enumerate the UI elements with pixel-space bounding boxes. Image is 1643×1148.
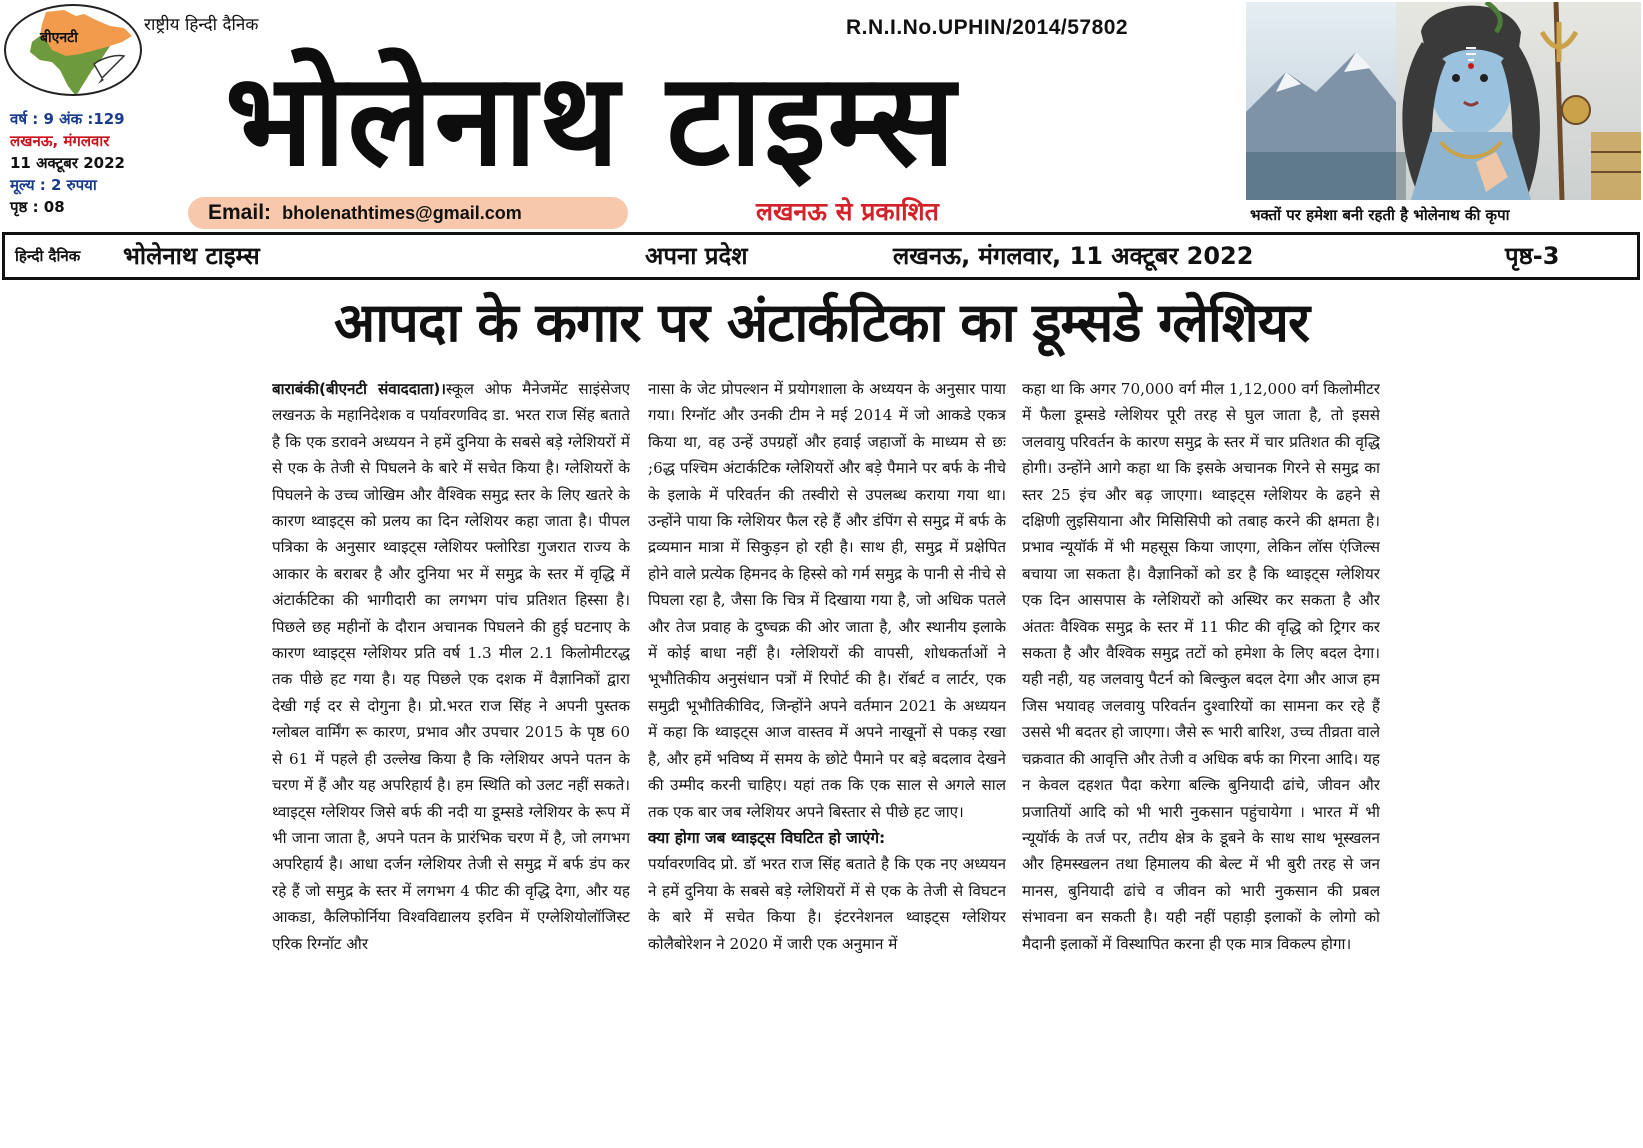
- email-label: Email:: [208, 201, 272, 224]
- deity-image: [1246, 2, 1641, 200]
- price: मूल्य : 2 रुपया: [10, 176, 97, 194]
- article-text-col2b: पर्यावरणविद प्रो. डॉ भरत राज सिंह बताते है कि एक नए अध्ययन ने हमें दुनिया के सबसे बड़े ग्लेशियरों में से एक के तेजी से विघटन के बारे में सचेत किया है। इंटरनेशनल थ्वाइट्स ग्लेशियर कोलैबोरेशन ने 2020 में जारी एक अनुमान में: [648, 855, 1006, 953]
- folio-page-number: पृष्ठ-3: [1505, 242, 1560, 270]
- image-caption: भक्तों पर हमेशा बनी रहती है भोलेनाथ की कृपा: [1250, 206, 1510, 224]
- folio-section: अपना प्रदेश: [645, 242, 748, 270]
- published-from: लखनऊ से प्रकाशित: [756, 197, 939, 226]
- newspaper-logo: [4, 4, 142, 96]
- national-daily-tagline: राष्ट्रीय हिन्दी दैनिक: [144, 15, 259, 35]
- newspaper-title: भोलेनाथ टाइम्स: [225, 46, 958, 195]
- article-column-3: [1022, 376, 1380, 1146]
- email-address[interactable]: bholenathtimes@gmail.com: [282, 203, 522, 223]
- folio-daily-label: हिन्दी दैनिक: [15, 247, 81, 265]
- folio-bar: [2, 232, 1640, 280]
- article-dateline: बाराबंकी(बीएनटी संवाददाता)।: [272, 380, 447, 398]
- issue-meta: [10, 108, 125, 218]
- city-day: लखनऊ, मंगलवार: [10, 132, 110, 150]
- india-map-logo-icon: [6, 6, 142, 96]
- article-text-col2a: नासा के जेट प्रोपल्शन में प्रयोगशाला के अध्ययन के अनुसार पाया गया। रिग्नॉट और उनकी टीम ने मई 2014 में जो आकडे एकत्र किया था, वह उन्हें उपग्रहों और हवाई जहाजों के माध्यम से छः ;6द्ध पश्चिम अंटार्कटिक ग्लेशियरों और बड़े पैमाने पर बर्फ के नीचे के इलाके में परिवर्तन की तस्वीरो से उपलब्ध कराया गया था। उन्होंने पाया कि ग्लेशियर फैल रहे हैं और डंपिंग से समुद्र में बर्फ के द्रव्यमान मात्रा में सिकुड़न हो रही है। साथ ही, समुद्र में प्रक्षेपित होने वाले प्रत्येक हिमनद के हिस्से को गर्म समुद्र के पानी से नीचे से पिघला रहा है, जैसा कि चित्र में दिखाया गया है, जो अधिक पतले और तेज प्रवाह के दुष्चक्र की ओर जाता है, और स्थानीय इलाके में कोई बाधा नहीं है। ग्लेशियरों की वापसी, शोधकर्ताओं ने भूभौतिकीय अनुसंधान पत्रों में रिपोर्ट की है। रॉबर्ट व लार्टर, एक समुद्री भूभौतिकीविद, जिन्होंने अपने वर्तमान 2021 के अध्ययन में कहा कि थ्वाइट्स आज वास्तव में अपने नाखूनों से पकड़ रखा है, और हमें भविष्य में समय के छोटे पैमाने पर बड़े बदलाव देखने की उम्मीद करनी चाहिए। यहां तक कि एक साल से अगले साल तक एक बार जब ग्लेशियर अपने बिस्तार से पीछे हट जाए।: [648, 380, 1006, 821]
- email-banner: [188, 197, 628, 229]
- article-subhead: क्या होगा जब थ्वाइट्स विघटित हो जाएंगे:: [648, 828, 886, 847]
- folio-dateline: लखनऊ, मंगलवार, 11 अक्टूबर 2022: [893, 242, 1254, 270]
- article-text-col3: कहा था कि अगर 70,000 वर्ग मील 1,12,000 वर्ग किलोमीटर में फैला डूम्सडे ग्लेशियर पूरी तरह से घुल जाता है, तो इससे जलवायु परिवर्तन के कारण समुद्र के स्तर में चार प्रतिशत की वृद्धि होगी। उन्होंने आगे कहा था कि इसके अचानक गिरने से समुद्र का स्तर 25 इंच और बढ़ जाएगा। थ्वाइट्स ग्लेशियर के ढहने से दक्षिणी लुइसियाना और मिसिसिपी को तबाह करने की क्षमता है। प्रभाव न्यूयॉर्क में भी महसूस किया जाएगा, लेकिन लॉस एंजिल्स बचाया जा सकता है। वैज्ञानिकों को डर है कि थ्वाइट्स ग्लेशियर एक दिन आसपास के ग्लेशियरों को अस्थिर कर सकता है और अंततः वैश्विक समुद्र के स्तर में 11 फीट की वृद्धि को ट्रिगर कर सकता है और वैश्विक समुद्र तटों को हमेशा के लिए बदल देगा। यही नही, यह जलवायु पैटर्न को बिल्कुल बदल देगा और आज हम जिस भयावह जलवायु परिवर्तन दुश्वारियों का सामना कर रहे हैं उससे भी बदतर हो जाएगा। जैसे रू भारी बारिश, उच्च तीव्रता वाले चक्रवात की आवृत्ति और तेजी व अधिक बर्फ का गिरना आदि। यह न केवल दहशत पैदा करेगा बल्कि बुनियादी ढांचे, जीवन और प्रजातियों आदि को भी भारी नुकसान पहुंचायेगा । भारत में भी न्यूयॉर्क के तर्ज पर, तटीय क्षेत्र के डूबने के साथ साथ भूस्खलन और हिमस्खलन तथा हिमालय की बेल्ट में भी बुरी तरह से जन मानस, बुनियादी ढांचे व जीवन को भारी नुकसान की प्रबल संभावना बन सकती है। यही नहीं पहाड़ी इलाकों के लोगो को मैदानी इलाकों में विस्थापित करना ही एक मात्र विकल्प होगा।: [1022, 380, 1380, 953]
- article-column-2: [648, 376, 1006, 1146]
- article-headline: आपदा के कगार पर अंटार्कटिका का डूम्सडे ग्लेशियर: [333, 291, 1310, 354]
- page-count: पृष्ठ : 08: [10, 198, 65, 216]
- issue-date: 11 अक्टूबर 2022: [10, 154, 125, 172]
- folio-brand: भोलेनाथ टाइम्स: [123, 242, 260, 270]
- logo-text: बीएनटी: [40, 30, 78, 46]
- article-column-1: [272, 376, 630, 1146]
- rni-number: R.N.I.No.UPHIN/2014/57802: [846, 16, 1129, 39]
- article-text-col1: स्कूल ओफ मैनेजमेंट साइंसेजए लखनऊ के महानिदेशक व पर्यावरणविद डा. भरत राज सिंह बताते है कि एक डरावने अध्ययन ने हमें दुनिया के सबसे बड़े ग्लेशियरों में से एक के तेजी से पिघलने के बारे में सचेत किया है। ग्लेशियरों के पिघलने के उच्च जोखिम और वैश्विक समुद्र स्तर के लिए खतरे के कारण थ्वाइट्स को प्रलय का दिन ग्लेशियर कहा जाता है। पीपल पत्रिका के अनुसार थ्वाइट्स ग्लेशियर फ्लोरिडा गुजरात राज्य के आकार के बराबर है और दुनिया भर में समुद्र के स्तर में वृद्धि में अंटार्कटिका की भागीदारी का लगभग पांच प्रतिशत हिस्सा है। पिछले छह महीनों के दौरान अचानक पिघलने की हुई घटनाए के कारण थ्वाइट्स ग्लेशियर प्रति वर्ष 1.3 मील 2.1 किलोमीटरद्ध तक पीछे हट गया है। यह पिछले एक दशक में वैज्ञानिकों द्वारा देखी गई दर से दोगुना है। प्रो.भरत राज सिंह ने अपनी पुस्तक ग्लोबल वार्मिंग रू कारण, प्रभाव और उपचार 2015 के पृष्ठ 60 से 61 में पहले ही उल्लेख किया है कि ग्लेशियर अपने पतन के चरण में हैं और यह अपरिहार्य है। हम स्थिति को उलट नहीं सकते।थ्वाइट्स ग्लेशियर जिसे बर्फ की नदी या डूम्सडे ग्लेशियर के रूप में भी जाना जाता है, अपने पतन के प्रारंभिक चरण में है, जो लगभग अपरिहार्य है। आधा दर्जन ग्लेशियर तेजी से समुद्र में बर्फ डंप कर रहे हैं जो समुद्र के स्तर में लगभग 4 फीट की वृद्धि देगा, और यह आकडा, कैलिफोर्निया विश्वविद्यालय इरविन में एग्लेशियोलॉजिस्ट एरिक रिग्नॉट और: [272, 380, 630, 953]
- shiva-illustration-icon: [1246, 2, 1641, 200]
- issue-number: वर्ष : 9 अंक :129: [10, 110, 125, 128]
